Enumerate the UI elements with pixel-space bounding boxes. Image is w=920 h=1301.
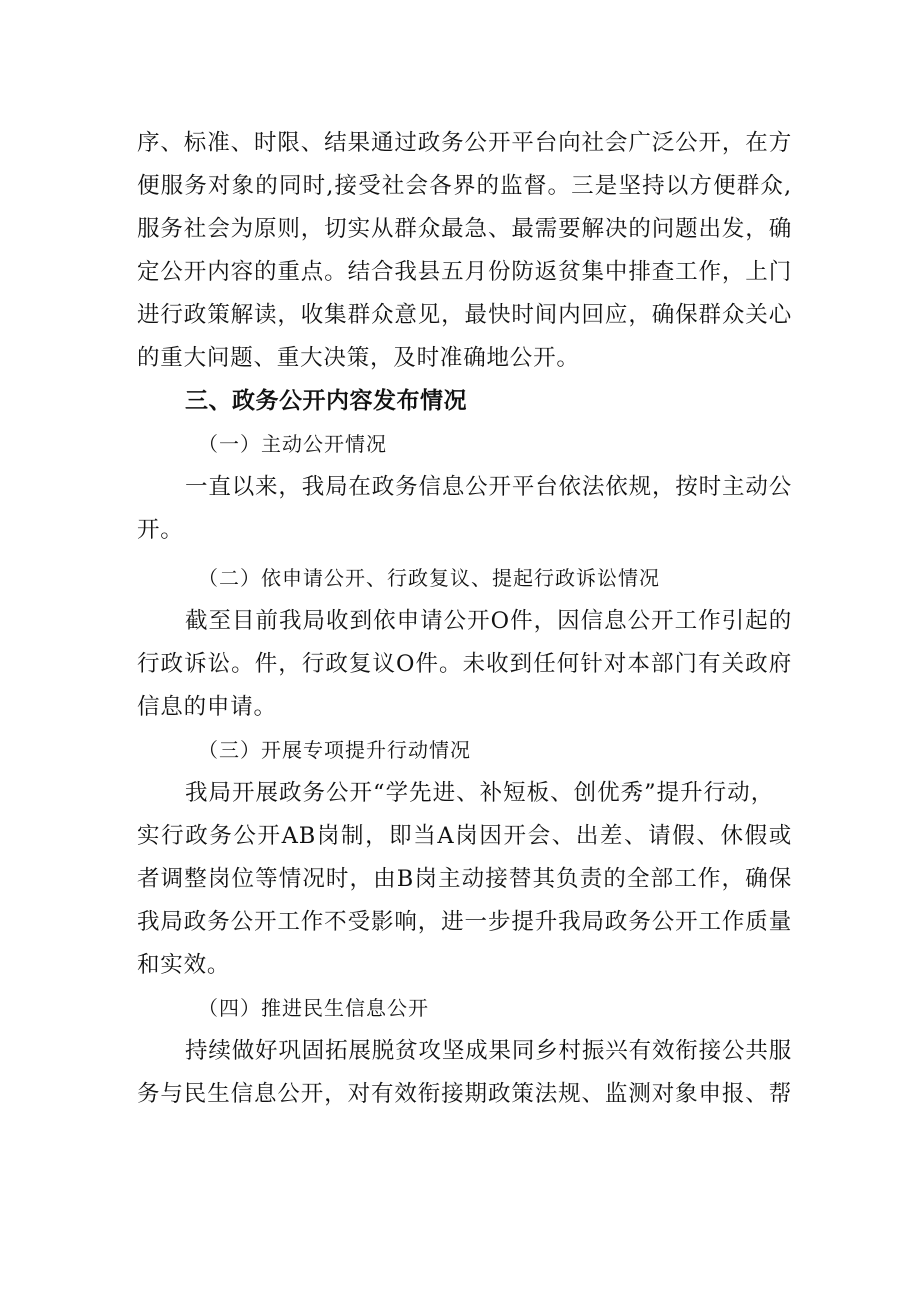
paragraph-line: 截至目前我局收到依申请公开O件，因信息公开工作引起的 bbox=[185, 608, 792, 634]
subsection-heading: （四）推进民生信息公开 bbox=[198, 996, 429, 1020]
paragraph-line: 行政诉讼。件，行政复议O件。未收到任何针对本部门有关政府 bbox=[137, 651, 792, 677]
paragraph-line: 和实效。 bbox=[137, 952, 231, 978]
paragraph-line: 我局政务公开工作不受影响，进一步提升我局政务公开工作质量 bbox=[137, 909, 792, 935]
paragraph-line: 实行政务公开AB岗制，即当A岗因开会、出差、请假、休假或 bbox=[137, 823, 792, 849]
paragraph-line: 信息的申请。 bbox=[137, 694, 277, 720]
subsection-heading: （一）主动公开情况 bbox=[198, 432, 387, 456]
paragraph-line: 者调整岗位等情况时，由B岗主动接替其负责的全部工作，确保 bbox=[137, 866, 792, 892]
paragraph-line: 便服务对象的同时,接受社会各界的监督。三是坚持以方便群众, bbox=[137, 173, 792, 199]
paragraph-line: 我局开展政务公开“学先进、补短板、创优秀”提升行动， bbox=[185, 780, 774, 806]
paragraph-line: 开。 bbox=[137, 517, 184, 543]
paragraph-line: 服务社会为原则，切实从群众最急、最需要解决的问题出发，确 bbox=[137, 216, 792, 242]
paragraph-line: 的重大问题、重大决策，及时准确地公开。 bbox=[137, 345, 580, 371]
paragraph-line: 定公开内容的重点。结合我县五月份防返贫集中排查工作，上门 bbox=[137, 259, 792, 285]
paragraph-line: 进行政策解读，收集群众意见，最快时间内回应，确保群众关心 bbox=[137, 302, 792, 328]
section-heading: 三、政务公开内容发布情况 bbox=[185, 388, 467, 414]
paragraph-line: 一直以来，我局在政务信息公开平台依法依规，按时主动公 bbox=[185, 474, 792, 500]
paragraph-line: 持续做好巩固拓展脱贫攻坚成果同乡村振兴有效衔接公共服 bbox=[185, 1038, 792, 1064]
subsection-heading: （三）开展专项提升行动情况 bbox=[198, 738, 471, 762]
paragraph-line: 务与民生信息公开，对有效衔接期政策法规、监测对象申报、帮 bbox=[137, 1081, 792, 1107]
paragraph-line: 序、标准、时限、结果通过政务公开平台向社会广泛公开，在方 bbox=[137, 130, 792, 156]
subsection-heading: （二）依申请公开、行政复议、提起行政诉讼情况 bbox=[198, 566, 660, 590]
